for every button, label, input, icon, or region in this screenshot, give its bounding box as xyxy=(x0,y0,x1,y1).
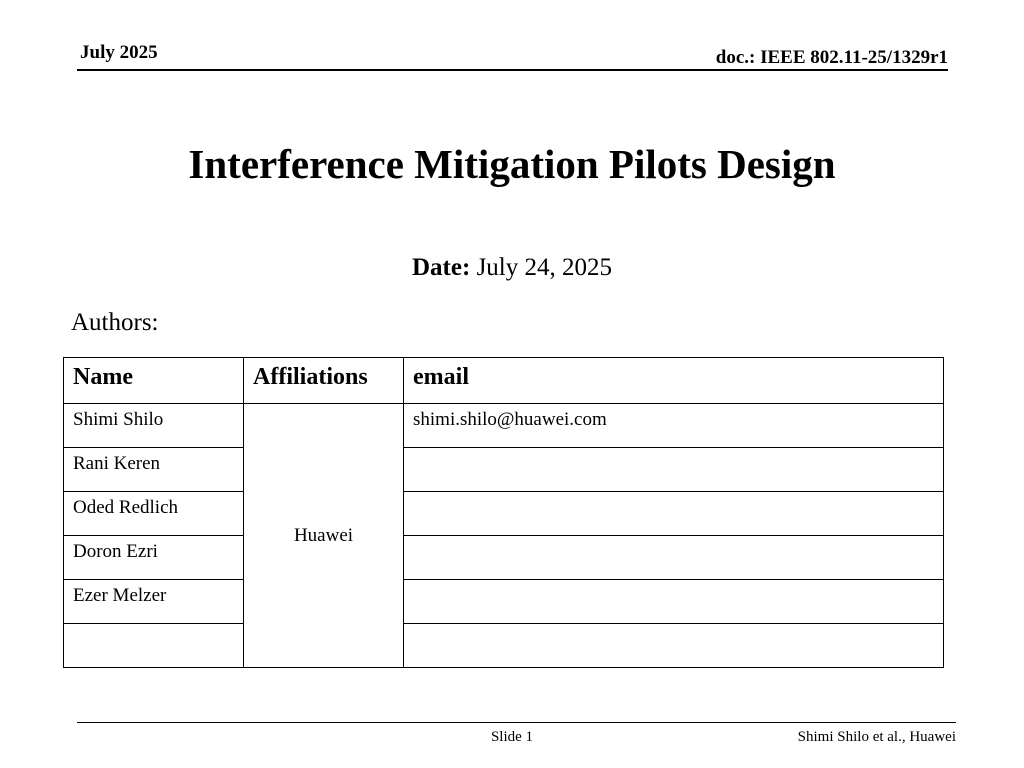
column-header-affiliations: Affiliations xyxy=(244,358,404,404)
author-affiliation: Huawei xyxy=(244,404,404,668)
column-header-email: email xyxy=(404,358,944,404)
author-email xyxy=(404,492,944,536)
column-header-name: Name xyxy=(64,358,244,404)
slide-title: Interference Mitigation Pilots Design xyxy=(188,141,836,187)
author-email: shimi.shilo@huawei.com xyxy=(404,404,944,448)
author-name xyxy=(64,624,244,668)
table-row xyxy=(64,536,944,580)
slide-number: Slide 1 xyxy=(490,729,534,745)
date-line xyxy=(0,254,1024,282)
author-name: Rani Keren xyxy=(64,448,244,492)
author-name: Oded Redlich xyxy=(64,492,244,536)
table-row xyxy=(64,624,944,668)
author-email xyxy=(404,448,944,492)
author-email xyxy=(404,624,944,668)
header-divider xyxy=(77,69,948,71)
header-date: July 2025 xyxy=(80,42,158,63)
table-header-row xyxy=(64,358,944,404)
footer-author: Shimi Shilo et al., Huawei xyxy=(797,729,956,745)
header-doc-id: doc.: IEEE 802.11-25/1329r1 xyxy=(715,47,948,68)
authors-table xyxy=(63,357,944,668)
date-value: July 24, 2025 xyxy=(476,254,612,281)
authors-label: Authors: xyxy=(71,309,159,336)
author-email xyxy=(404,580,944,624)
table-row xyxy=(64,580,944,624)
author-name: Ezer Melzer xyxy=(64,580,244,624)
date-label: Date: xyxy=(412,254,471,281)
table-row xyxy=(64,448,944,492)
author-name: Shimi Shilo xyxy=(64,404,244,448)
table-row xyxy=(64,492,944,536)
footer-divider xyxy=(77,722,956,723)
author-email xyxy=(404,536,944,580)
table-row xyxy=(64,404,944,448)
author-name: Doron Ezri xyxy=(64,536,244,580)
